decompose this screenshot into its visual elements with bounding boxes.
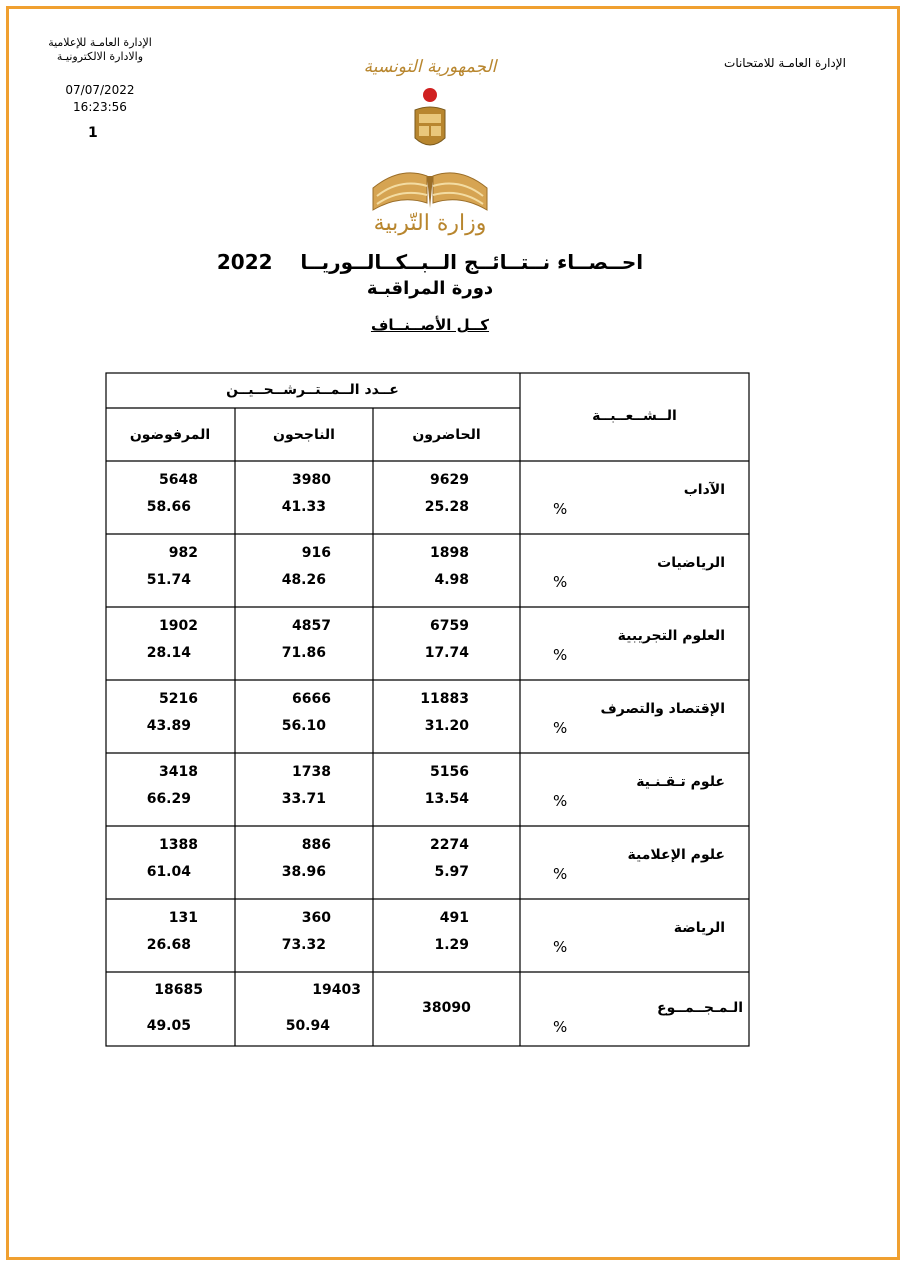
rejected-pct: 28.14 [146, 645, 191, 661]
passed-pct: 48.26 [281, 572, 326, 588]
results-table [105, 372, 751, 1048]
rejected-count: 5648 [159, 472, 198, 488]
percent-sign: % [553, 573, 568, 591]
rejected-pct: 61.04 [146, 864, 191, 880]
percent-sign: % [553, 719, 568, 737]
session-title: دورة المراقبـة [366, 278, 494, 299]
present-count: 1898 [430, 545, 469, 561]
present-pct: 17.74 [424, 645, 469, 661]
header-left-line1: الإدارة العامـة للإعلامية [48, 36, 152, 49]
category-title: كــل الأصــنــاف [370, 316, 490, 334]
present-count: 2274 [430, 837, 469, 853]
present-pct: 1.29 [434, 937, 469, 953]
present-count: 9629 [430, 472, 469, 488]
header-right: الإدارة العامـة للامتحانات [724, 56, 846, 70]
percent-sign: % [553, 500, 568, 518]
present-count: 5156 [430, 764, 469, 780]
present-pct: 4.98 [434, 572, 469, 588]
passed-pct: 56.10 [281, 718, 326, 734]
branch-label: الرياضيات [657, 555, 725, 571]
passed-pct: 71.86 [281, 645, 326, 661]
header-present: الحاضرون [412, 427, 481, 443]
present-count: 11883 [420, 691, 469, 707]
passed-count: 916 [301, 545, 331, 561]
rejected-count: 1902 [159, 618, 198, 634]
header-branch: الــشــعــبــة [592, 408, 677, 424]
total-rejected: 18685 [154, 982, 203, 998]
branch-label: علوم تـقـنـية [636, 774, 725, 790]
passed-pct: 33.71 [281, 791, 326, 807]
emblem-ministry-text: وزارة التّربية [373, 211, 487, 236]
book-right-page [433, 173, 487, 210]
flag-circle-icon [423, 88, 437, 102]
present-count: 491 [439, 910, 469, 926]
passed-count: 360 [301, 910, 331, 926]
header-date: 07/07/2022 [65, 83, 135, 97]
page-number: 1 [88, 125, 98, 141]
rejected-pct: 26.68 [146, 937, 191, 953]
rejected-count: 982 [168, 545, 198, 561]
total-rejected-pct: 49.05 [146, 1018, 191, 1034]
rejected-count: 3418 [159, 764, 198, 780]
total-percent-sign: % [553, 1018, 568, 1036]
present-pct: 31.20 [424, 718, 469, 734]
emblem-top-text: الجمهورية التونسية [363, 57, 497, 77]
header-left [30, 36, 170, 64]
present-pct: 25.28 [424, 499, 469, 515]
present-pct: 13.54 [424, 791, 469, 807]
branch-label: العلوم التجريبية [617, 628, 725, 644]
percent-sign: % [553, 646, 568, 664]
total-present: 38090 [422, 1000, 471, 1016]
percent-sign: % [553, 938, 568, 956]
rejected-pct: 66.29 [146, 791, 191, 807]
passed-count: 886 [301, 837, 331, 853]
total-label: الـمـجــمــوع [657, 1000, 743, 1016]
branch-label: الإقتصاد والتصرف [600, 701, 725, 717]
present-pct: 5.97 [434, 864, 469, 880]
header-passed: الناجحون [273, 427, 335, 443]
present-count: 6759 [430, 618, 469, 634]
header-rejected: المرفوضون [129, 427, 211, 443]
rejected-pct: 58.66 [146, 499, 191, 515]
total-passed: 19403 [312, 982, 361, 998]
header-time: 16:23:56 [73, 100, 127, 114]
percent-sign: % [553, 792, 568, 810]
header-datetime [40, 82, 160, 116]
book-left-page [373, 173, 427, 210]
passed-pct: 41.33 [281, 499, 326, 515]
title-year: 2022 [216, 250, 273, 274]
branch-label: الرياضة [673, 920, 725, 936]
passed-pct: 73.32 [281, 937, 326, 953]
page-title [150, 250, 710, 274]
rejected-pct: 51.74 [146, 572, 191, 588]
title-text: احــصــاء نــتــائــج الــبــكــالــوريــا [300, 250, 644, 274]
ministry-emblem [355, 48, 505, 238]
rejected-count: 131 [168, 910, 198, 926]
rejected-pct: 43.89 [146, 718, 191, 734]
percent-sign: % [553, 865, 568, 883]
rejected-count: 5216 [159, 691, 198, 707]
passed-count: 6666 [292, 691, 331, 707]
passed-count: 1738 [292, 764, 331, 780]
header-candidates: عــدد الــمــتــرشــحــيــن [226, 382, 399, 398]
total-passed-pct: 50.94 [285, 1018, 330, 1034]
passed-pct: 38.96 [281, 864, 326, 880]
passed-count: 3980 [292, 472, 331, 488]
rejected-count: 1388 [159, 837, 198, 853]
branch-label: الآداب [683, 482, 725, 498]
header-left-line2: والادارة الالكترونيـة [56, 50, 144, 63]
passed-count: 4857 [292, 618, 331, 634]
branch-label: علوم الإعلامية [627, 847, 725, 863]
